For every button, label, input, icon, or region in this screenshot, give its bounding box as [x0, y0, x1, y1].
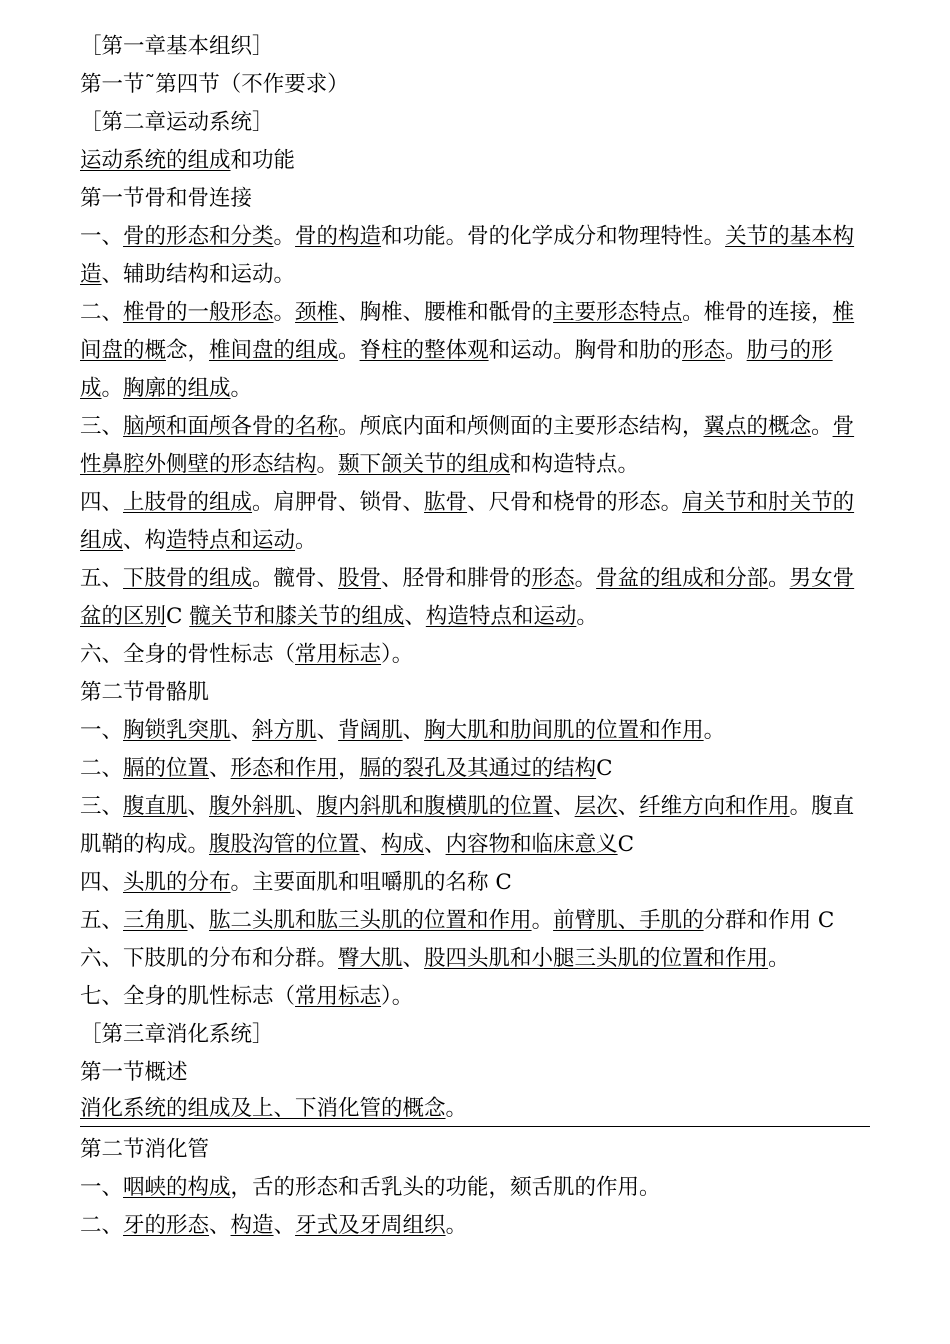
text-segment: 、 [316, 718, 339, 743]
underlined-text: 常用标志 [295, 642, 382, 667]
text-line [80, 1131, 870, 1169]
text-line [80, 104, 870, 142]
text-segment: 第二节骨骼肌 [80, 680, 210, 705]
underlined-text: 椎间盘的组成 [209, 338, 339, 363]
text-segment: 三、 [80, 794, 124, 819]
underlined-text: 构造 [230, 1213, 274, 1238]
text-segment: 。肩胛骨、锁骨、 [252, 490, 425, 515]
text-segment: ，舌的形态和舌乳头的功能，颏舌肌的作用。 [230, 1175, 661, 1200]
underlined-text: 构造特点和运动 [425, 604, 577, 629]
underlined-text: 背阔肌 [338, 718, 403, 743]
underlined-text: 斜方肌 [252, 718, 317, 743]
text-segment: 、 [402, 946, 425, 971]
text-segment: 。 [338, 338, 360, 363]
underlined-text: 形态 [531, 566, 575, 591]
underlined-text: 肋弓的形成 [80, 338, 833, 401]
text-segment: 、构 [123, 528, 167, 553]
text-line [80, 180, 870, 218]
text-segment: 。髋骨、 [252, 566, 339, 591]
text-line [80, 484, 870, 560]
underlined-text: 椎骨的一般形态 [123, 300, 274, 325]
text-segment: C [596, 756, 613, 781]
text-segment: ）。 [381, 642, 414, 667]
text-line [80, 218, 870, 294]
underlined-text: 肱骨 [424, 490, 468, 515]
text-line [80, 1092, 870, 1127]
text-segment: ［第二章运动系统］ [80, 110, 274, 135]
text-segment: 、 [424, 832, 446, 857]
text-segment: ［第一章基本组织］ [80, 34, 274, 59]
text-segment: 、胸椎、腰椎和骶骨的 [338, 300, 554, 325]
underlined-text: 层次 [574, 794, 618, 819]
text-segment: 一、 [80, 224, 124, 249]
text-line [80, 66, 870, 104]
text-line [80, 864, 870, 902]
text-line [80, 940, 870, 978]
text-segment: 第一节˜第四节（不作要求） [80, 72, 349, 97]
text-line [80, 636, 870, 674]
text-segment: 。 [445, 1096, 468, 1121]
text-line [80, 408, 870, 484]
text-segment: 。 [576, 604, 598, 629]
text-segment: 一、 [80, 718, 124, 743]
text-segment: ［第三章消化系统］ [80, 1022, 274, 1047]
text-segment: 。 [273, 300, 296, 325]
underlined-text: 椎间盘的概 [80, 300, 855, 363]
text-segment: 。 [445, 1213, 468, 1238]
underlined-text: 造特点和运动 [166, 528, 296, 553]
text-segment: 和功能。骨的化学成分和物理特性。 [381, 224, 726, 249]
underlined-text: 肩关节和肘关节的组成 [80, 490, 855, 553]
text-segment: 、 [209, 756, 231, 781]
text-segment: 六、下肢肌的分布和分群。 [80, 946, 339, 971]
text-segment: 、 [402, 718, 425, 743]
underlined-text: 股四头肌和小腿三头肌的位置和作用 [424, 946, 769, 971]
text-segment: 。 [295, 528, 317, 553]
underlined-text: 关节的基本构造 [80, 224, 855, 287]
text-line [80, 674, 870, 712]
underlined-text: 臀大肌 [338, 946, 403, 971]
underlined-text: 腹股沟管的位置 [209, 832, 360, 857]
underlined-text: 牙的形态 [123, 1213, 210, 1238]
text-segment: 二、 [80, 756, 124, 781]
underlined-text: 下肢骨的组成 [123, 566, 253, 591]
underlined-text: 脑颅和面颅各骨的名称 [123, 414, 339, 439]
text-segment: 。 [230, 376, 253, 401]
text-segment: 一、 [80, 1175, 124, 1200]
underlined-text: 胸大肌和肋间肌的位置和作用 [424, 718, 704, 743]
text-segment: 。 [768, 566, 790, 591]
underlined-text: 头肌的分布 [123, 870, 231, 895]
text-line [80, 1169, 870, 1207]
text-line [80, 750, 870, 788]
text-segment: 。 [725, 338, 747, 363]
text-segment: 、 [359, 832, 382, 857]
underlined-text: 膈的裂孔及其通过的结构 [359, 756, 597, 781]
underlined-text: 消化系统的组成及上、下消化管的概念 [80, 1096, 446, 1121]
text-segment: 、胫骨和腓骨的 [381, 566, 532, 591]
text-segment: ， [338, 756, 360, 781]
text-segment: 。椎骨的连接， [682, 300, 833, 325]
text-line [80, 142, 870, 180]
underlined-text: 牙式及牙周组织 [295, 1213, 446, 1238]
text-segment: 。 [101, 376, 124, 401]
text-segment: 五、 [80, 566, 124, 591]
underlined-text: 形态和作用 [230, 756, 339, 781]
text-segment: 。 [574, 566, 597, 591]
text-segment: 、尺骨和桡骨的形态。 [467, 490, 683, 515]
underlined-text: 纤维方向和作用 [639, 794, 790, 819]
text-line [80, 978, 870, 1016]
text-segment: C [166, 604, 190, 629]
text-segment: 、 [230, 718, 253, 743]
text-line [80, 1016, 870, 1054]
text-line [80, 560, 870, 636]
text-segment: 第二节消化管 [80, 1137, 210, 1162]
text-segment: 二、 [80, 300, 124, 325]
text-line [80, 294, 870, 408]
underlined-text: 颈椎 [295, 300, 339, 325]
underlined-text: 构成 [381, 832, 425, 857]
text-segment: 第一节概述 [80, 1060, 188, 1085]
underlined-text: 咽峡的构成 [123, 1175, 231, 1200]
underlined-text: 肱二头肌和肱三头肌的位置和作用 [209, 908, 532, 933]
text-segment: 。颅底内面和颅侧面的主要形态结构， [338, 414, 704, 439]
text-segment: 。腹直肌鞘的构成。 [80, 794, 855, 857]
underlined-text: 脊柱的整体观 [359, 338, 489, 363]
text-segment: C [617, 832, 635, 857]
text-line [80, 788, 870, 864]
underlined-text: 胸锁乳突肌 [123, 718, 231, 743]
underlined-text: 三角肌 [123, 908, 188, 933]
text-line [80, 28, 870, 66]
underlined-text: 形态 [682, 338, 726, 363]
text-segment: 和构造特点。 [510, 452, 640, 477]
text-segment: 。 [316, 452, 339, 477]
underlined-text: 膈的位置 [123, 756, 210, 781]
underlined-text: 腹直肌 [123, 794, 188, 819]
text-segment: 四、 [80, 490, 124, 515]
text-segment: 、 [617, 794, 640, 819]
underlined-text: 腹内斜肌和腹横肌的位置 [316, 794, 554, 819]
underlined-text: 胸廓的组成 [123, 376, 231, 401]
text-segment: 、 [209, 1213, 231, 1238]
text-segment: 。 [703, 718, 726, 743]
underlined-text: 运动系统的组成 [80, 148, 231, 173]
text-segment: 分群和作用 C [703, 908, 835, 933]
text-segment: 、 [187, 794, 210, 819]
underlined-text: 上肢骨的组成 [123, 490, 253, 515]
underlined-text: 骨盆的组成和分部 [596, 566, 769, 591]
text-segment: 、 [187, 908, 210, 933]
text-segment: 。 [811, 414, 833, 439]
text-segment: 、 [404, 604, 426, 629]
underlined-text: 髋关节和膝关节的组成 [189, 604, 405, 629]
underlined-text: 骨的形态和分类 [123, 224, 274, 249]
underlined-text: 腹外斜肌 [209, 794, 296, 819]
document-body [80, 28, 870, 1245]
text-segment: 七、全身的肌性标志（ [80, 984, 296, 1009]
text-segment: ）。 [381, 984, 414, 1009]
text-segment: 念， [166, 338, 210, 363]
text-segment: 第一节骨和骨连接 [80, 186, 253, 211]
text-segment: 。 [768, 946, 790, 971]
text-segment: 、 [295, 794, 317, 819]
text-segment: 和运动。胸骨和肋的 [488, 338, 683, 363]
underlined-text: 颞下颌关节的组成 [338, 452, 511, 477]
text-segment: 。 [273, 224, 296, 249]
text-segment: 、 [553, 794, 575, 819]
text-segment: 。主要面肌和咀嚼肌的名称 C [230, 870, 512, 895]
underlined-text: 常用标志 [295, 984, 382, 1009]
underlined-text: 内容物和临床意义 [445, 832, 618, 857]
text-segment: 和功能 [230, 148, 296, 173]
underlined-text: 翼点的概念 [703, 414, 812, 439]
text-segment: 、 [273, 1213, 296, 1238]
text-segment: 三、 [80, 414, 124, 439]
text-line [80, 1054, 870, 1092]
underlined-text: 男女骨盆的区别 [80, 566, 855, 629]
text-segment: 、辅助结构和运动。 [101, 262, 296, 287]
text-segment: 五、 [80, 908, 124, 933]
text-line [80, 902, 870, 940]
underlined-text: 股骨 [338, 566, 382, 591]
underlined-text: 骨的构造 [295, 224, 382, 249]
underlined-text: 前臂肌、手肌的 [553, 908, 704, 933]
underlined-text: 骨性鼻腔外侧壁的形态结构 [80, 414, 855, 477]
text-line [80, 1207, 870, 1245]
underlined-text: 主要形态特点 [553, 300, 683, 325]
text-segment: 四、 [80, 870, 124, 895]
text-segment: 六、全身的骨性标志（ [80, 642, 296, 667]
text-line [80, 712, 870, 750]
text-segment: 。 [531, 908, 554, 933]
text-segment: 二、 [80, 1213, 124, 1238]
